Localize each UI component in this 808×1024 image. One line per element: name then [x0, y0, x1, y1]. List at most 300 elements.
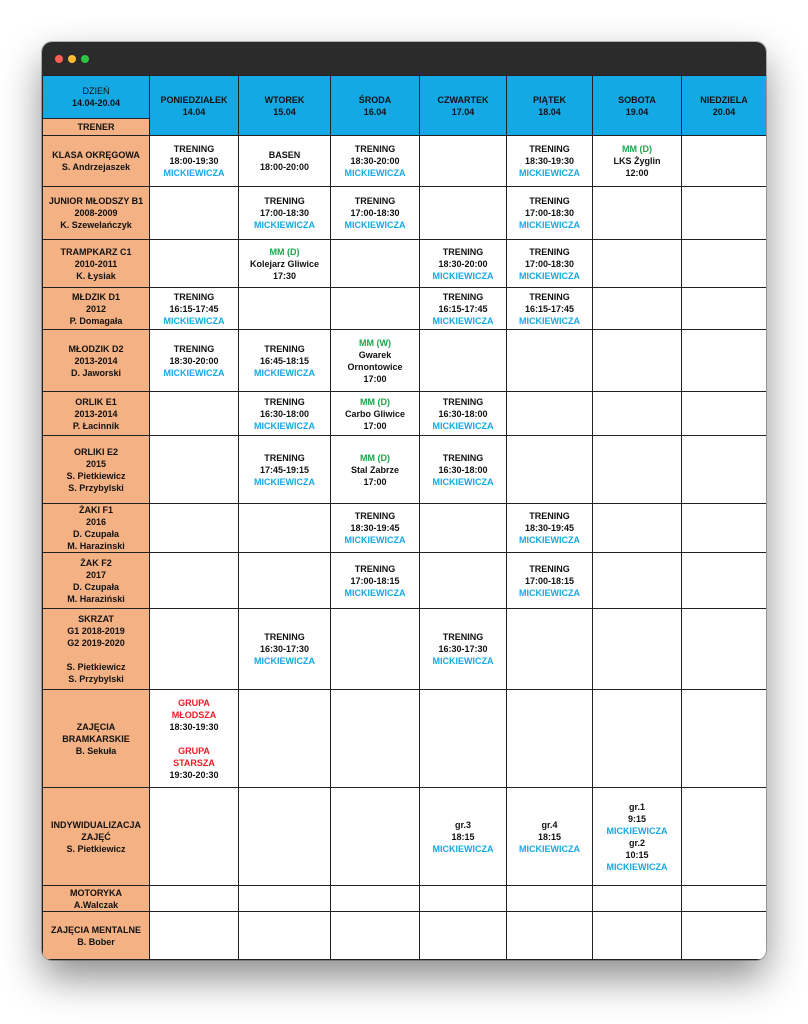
group-line: 2016	[85, 517, 107, 527]
group-cell	[43, 788, 150, 886]
group-line: ORLIKI E2	[73, 446, 118, 457]
slot-line: 18:15	[537, 831, 562, 842]
slot-line: 18:30-19:45	[524, 523, 575, 533]
slot-cell-mon	[150, 690, 239, 788]
schedule-row	[43, 609, 767, 690]
slot-cell-mon	[150, 330, 239, 392]
close-window-button[interactable]	[55, 55, 63, 63]
slot-line: 17:00	[363, 420, 387, 431]
day-header-wed	[331, 76, 420, 136]
slot-line: TRENING	[264, 196, 305, 206]
schedule-row	[43, 392, 767, 436]
match-label: MM (D)	[360, 396, 390, 407]
venue-label: MICKIEWICZA	[254, 220, 315, 230]
group-cell	[43, 553, 150, 609]
venue-label: MICKIEWICZA	[519, 168, 580, 178]
match-label: MM (D)	[269, 246, 300, 257]
day-header-thu	[420, 76, 507, 136]
slot-cell-fri	[507, 912, 593, 960]
slot-line: 10:15	[625, 849, 649, 860]
day-label: DZIEŃ	[82, 86, 110, 96]
group-cell	[43, 886, 150, 912]
slot-cell-sat	[593, 553, 682, 609]
group-line: P. Łacinnik	[72, 420, 120, 431]
group-cell	[43, 288, 150, 330]
group-line: MŁODZIK D2	[68, 343, 124, 354]
venue-label: MICKIEWICZA	[432, 270, 494, 281]
day-name: SOBOTA	[618, 94, 656, 105]
slot-line: 17:00-18:15	[350, 575, 400, 586]
group-cell	[43, 136, 150, 187]
slot-cell-sun	[682, 288, 767, 330]
day-header-sun	[682, 76, 767, 136]
venue-label: MICKIEWICZA	[519, 535, 580, 545]
group-line: ŻAK F2	[80, 557, 112, 568]
group-line: B. Sekuła	[75, 745, 117, 756]
slot-line: GRUPA	[178, 697, 210, 708]
day-name: PONIEDZIAŁEK	[160, 94, 228, 105]
slot-cell-wed	[331, 690, 420, 788]
slot-line: gr.3	[454, 819, 471, 830]
slot-line: 17:00-18:30	[524, 258, 575, 269]
slot-line: 18:30-19:30	[524, 156, 575, 166]
slot-cell-tue	[239, 436, 331, 504]
slot-cell-tue	[239, 392, 331, 436]
slot-line: 16:30-18:00	[438, 408, 488, 419]
group-line: S. Przybylski	[68, 482, 124, 493]
slot-cell-sat	[593, 436, 682, 504]
schedule-row	[43, 886, 767, 912]
slot-line: 12:00	[625, 168, 649, 178]
slot-line: 18:30-20:00	[350, 156, 400, 166]
group-line: JUNIOR MŁODSZY B1	[48, 196, 144, 206]
group-line: D. Czupała	[72, 529, 119, 539]
slot-line: TRENING	[529, 246, 570, 257]
slot-line: TRENING	[442, 452, 484, 463]
day-header-sat	[593, 76, 682, 136]
schedule-body	[43, 136, 767, 960]
slot-cell-sun	[682, 553, 767, 609]
group-line: ZAJĘĆ	[81, 831, 111, 842]
slot-cell-sun	[682, 690, 767, 788]
venue-label: MICKIEWICZA	[519, 220, 580, 230]
group-line: D. Jaworski	[70, 367, 122, 378]
slot-line: Kolejarz Gliwice	[249, 258, 320, 269]
slot-cell-tue	[239, 136, 331, 187]
group-line: G2 2019-2020	[67, 638, 125, 648]
slot-cell-sat	[593, 187, 682, 240]
slot-cell-tue	[239, 788, 331, 886]
slot-cell-wed	[331, 609, 420, 690]
slot-cell-sat	[593, 288, 682, 330]
group-cell	[43, 392, 150, 436]
slot-cell-wed	[331, 240, 420, 288]
slot-line: 16:15-17:45	[438, 303, 488, 314]
group-cell	[43, 912, 150, 960]
slot-cell-sat	[593, 886, 682, 912]
slot-cell-sat	[593, 912, 682, 960]
group-line: M. Harazinski	[67, 541, 125, 551]
slot-line: STARSZA	[173, 757, 215, 768]
slot-line: TRENING	[264, 396, 305, 407]
venue-label: MICKIEWICZA	[432, 315, 494, 326]
slot-line: Ornontowice	[347, 361, 403, 372]
group-cell	[43, 330, 150, 392]
slot-cell-thu	[420, 553, 507, 609]
slot-cell-wed	[331, 912, 420, 960]
slot-line: LKS Żyglin	[613, 156, 661, 166]
slot-line: gr.1	[628, 801, 645, 812]
slot-cell-mon	[150, 553, 239, 609]
slot-line: 18:30-20:00	[169, 355, 219, 366]
slot-line: 17:00	[363, 373, 387, 384]
slot-line: 16:15-17:45	[524, 303, 575, 314]
schedule-row	[43, 504, 767, 553]
group-line: ORLIK E1	[75, 396, 117, 407]
venue-label: MICKIEWICZA	[344, 220, 406, 230]
slot-line: 16:45-18:15	[259, 355, 310, 366]
slot-line: TRENING	[529, 291, 570, 302]
venue-label: MICKIEWICZA	[519, 315, 580, 326]
slot-cell-sat	[593, 504, 682, 553]
slot-cell-wed	[331, 187, 420, 240]
slot-cell-sat	[593, 690, 682, 788]
slot-cell-fri	[507, 609, 593, 690]
slot-cell-sun	[682, 609, 767, 690]
group-line: D. Czupała	[72, 581, 119, 592]
slot-cell-thu	[420, 136, 507, 187]
day-name: NIEDZIELA	[700, 94, 748, 105]
slot-cell-wed	[331, 553, 420, 609]
slot-cell-mon	[150, 504, 239, 553]
group-cell	[43, 690, 150, 788]
slot-cell-thu	[420, 690, 507, 788]
slot-line: 18:00-19:30	[169, 156, 219, 166]
slot-cell-sat	[593, 788, 682, 886]
schedule-row	[43, 788, 767, 886]
slot-line: TRENING	[442, 291, 484, 302]
venue-label: MICKIEWICZA	[432, 843, 494, 854]
group-line: S. Pietkiewicz	[66, 662, 126, 672]
slot-line: gr.4	[541, 819, 558, 830]
schedule-row	[43, 330, 767, 392]
slot-cell-wed	[331, 886, 420, 912]
match-label: MM (D)	[622, 144, 652, 154]
group-cell	[43, 187, 150, 240]
slot-cell-sun	[682, 187, 767, 240]
group-line	[43, 649, 149, 661]
group-line: G1 2018-2019	[67, 626, 125, 636]
slot-line: 18:15	[451, 831, 475, 842]
slot-cell-sun	[682, 886, 767, 912]
slot-cell-tue	[239, 886, 331, 912]
slot-cell-sun	[682, 912, 767, 960]
slot-cell-thu	[420, 788, 507, 886]
group-line: S. Andrzejaszek	[61, 162, 131, 172]
slot-line: TRENING	[442, 246, 484, 257]
trener-header: TRENER	[43, 119, 150, 136]
schedule-row	[43, 136, 767, 187]
group-cell	[43, 609, 150, 690]
slot-cell-thu	[420, 504, 507, 553]
slot-line	[150, 733, 238, 745]
slot-line: 17:00-18:30	[259, 208, 310, 218]
slot-line: 16:30-18:00	[438, 464, 488, 475]
slot-line: 16:30-18:00	[259, 408, 310, 419]
slot-line: Stal Zabrze	[350, 464, 399, 475]
slot-line: TRENING	[264, 452, 305, 463]
slot-cell-wed	[331, 504, 420, 553]
group-line: ŻAKI F1	[78, 505, 113, 515]
slot-cell-thu	[420, 886, 507, 912]
slot-cell-wed	[331, 788, 420, 886]
schedule-row	[43, 912, 767, 960]
day-date: 15.04	[273, 106, 296, 117]
group-line: MOTORYKA	[69, 887, 122, 898]
venue-label: MICKIEWICZA	[519, 587, 580, 598]
group-line: ZAJĘCIA	[76, 721, 116, 732]
venue-label: MICKIEWICZA	[519, 270, 580, 281]
slot-cell-sat	[593, 392, 682, 436]
group-line: S. Pietkiewicz	[66, 843, 126, 854]
slot-cell-thu	[420, 187, 507, 240]
group-line: KLASA OKRĘGOWA	[52, 150, 140, 160]
slot-cell-tue	[239, 240, 331, 288]
group-line: K. Szewelańczyk	[60, 220, 132, 230]
slot-cell-wed	[331, 392, 420, 436]
slot-cell-sat	[593, 240, 682, 288]
group-line: 2013-2014	[74, 408, 118, 419]
group-line: M. Haraziński	[67, 593, 125, 604]
day-header-tue	[239, 76, 331, 136]
slot-cell-fri	[507, 553, 593, 609]
slot-line: Gwarek	[358, 349, 392, 360]
slot-cell-tue	[239, 609, 331, 690]
venue-label: MICKIEWICZA	[606, 825, 668, 836]
group-line: K. Łysiak	[76, 270, 116, 281]
header-row	[43, 76, 767, 119]
schedule-table	[42, 75, 766, 960]
group-line: 2012	[85, 303, 107, 314]
slot-line: TRENING	[354, 196, 396, 206]
match-label: MM (D)	[360, 452, 390, 463]
slot-cell-sat	[593, 609, 682, 690]
group-line: ZAJĘCIA MENTALNE	[51, 924, 141, 935]
slot-line: TRENING	[264, 343, 305, 354]
venue-label: MICKIEWICZA	[432, 420, 494, 431]
day-name: CZWARTEK	[437, 94, 489, 105]
slot-cell-fri	[507, 392, 593, 436]
venue-label: MICKIEWICZA	[163, 315, 225, 326]
slot-cell-thu	[420, 436, 507, 504]
day-header-fri	[507, 76, 593, 136]
day-date: 16.04	[363, 106, 387, 117]
slot-cell-mon	[150, 187, 239, 240]
slot-line: TRENING	[173, 144, 215, 154]
slot-cell-tue	[239, 187, 331, 240]
app-window	[42, 42, 766, 960]
venue-label: MICKIEWICZA	[163, 367, 225, 378]
slot-cell-sat	[593, 330, 682, 392]
slot-cell-thu	[420, 609, 507, 690]
day-date: 20.04	[712, 106, 736, 117]
week-range-cell	[43, 76, 150, 119]
group-line: BRAMKARSKIE	[62, 733, 130, 744]
slot-line: 17:30	[272, 270, 297, 281]
slot-line: BASEN	[268, 150, 301, 160]
match-label: MM (W)	[359, 337, 391, 348]
slot-cell-mon	[150, 886, 239, 912]
slot-cell-sun	[682, 436, 767, 504]
slot-cell-wed	[331, 288, 420, 330]
slot-line: TRENING	[529, 511, 570, 521]
slot-cell-sun	[682, 392, 767, 436]
slot-cell-wed	[331, 136, 420, 187]
venue-label: MICKIEWICZA	[254, 420, 315, 431]
slot-cell-thu	[420, 330, 507, 392]
group-line: 2015	[85, 458, 107, 469]
group-cell	[43, 436, 150, 504]
slot-line: 16:30-17:30	[438, 644, 488, 654]
day-header-mon	[150, 76, 239, 136]
slot-cell-thu	[420, 392, 507, 436]
slot-cell-fri	[507, 690, 593, 788]
maximize-window-button[interactable]	[81, 55, 89, 63]
slot-line: 17:00	[363, 476, 387, 487]
group-cell	[43, 240, 150, 288]
day-date: 18.04	[538, 106, 561, 117]
group-line: 2010-2011	[74, 258, 118, 269]
slot-cell-fri	[507, 504, 593, 553]
slot-cell-tue	[239, 690, 331, 788]
slot-cell-sun	[682, 240, 767, 288]
slot-line: 17:00-18:15	[524, 575, 575, 586]
slot-line: 17:00-18:30	[350, 208, 400, 218]
slot-cell-mon	[150, 288, 239, 330]
slot-cell-mon	[150, 136, 239, 187]
title-bar	[42, 42, 766, 75]
slot-line: GRUPA	[178, 745, 210, 756]
schedule-row	[43, 288, 767, 330]
day-name: ŚRODA	[358, 94, 392, 105]
slot-cell-tue	[239, 504, 331, 553]
day-date: 19.04	[625, 106, 649, 117]
group-line: TRAMPKARZ C1	[60, 246, 132, 257]
slot-line: TRENING	[442, 396, 484, 407]
slot-cell-fri	[507, 788, 593, 886]
venue-label: MICKIEWICZA	[254, 367, 315, 378]
slot-cell-fri	[507, 136, 593, 187]
venue-label: MICKIEWICZA	[344, 587, 406, 598]
slot-line: 18:30-20:00	[438, 258, 488, 269]
slot-cell-fri	[507, 240, 593, 288]
slot-cell-tue	[239, 912, 331, 960]
schedule-row	[43, 436, 767, 504]
slot-cell-fri	[507, 330, 593, 392]
minimize-window-button[interactable]	[68, 55, 76, 63]
slot-line: TRENING	[529, 144, 570, 154]
group-line: 2008-2009	[74, 208, 118, 218]
venue-label: MICKIEWICZA	[163, 168, 225, 178]
slot-line: TRENING	[354, 563, 396, 574]
venue-label: MICKIEWICZA	[519, 843, 580, 854]
venue-label: MICKIEWICZA	[344, 535, 406, 545]
group-line: INDYWIDUALIZACJA	[51, 819, 141, 830]
slot-cell-tue	[239, 553, 331, 609]
slot-cell-thu	[420, 912, 507, 960]
schedule-row	[43, 187, 767, 240]
slot-cell-tue	[239, 288, 331, 330]
slot-cell-mon	[150, 392, 239, 436]
venue-label: MICKIEWICZA	[344, 168, 406, 178]
group-line: 2017	[85, 569, 107, 580]
venue-label: MICKIEWICZA	[254, 656, 315, 666]
slot-cell-mon	[150, 240, 239, 288]
slot-line: 17:45-19:15	[259, 464, 310, 475]
week-range: 14.04-20.04	[71, 98, 121, 108]
slot-cell-thu	[420, 240, 507, 288]
group-line: A.Walczak	[73, 899, 119, 910]
slot-cell-sun	[682, 504, 767, 553]
slot-line: TRENING	[354, 144, 396, 154]
schedule-row	[43, 240, 767, 288]
slot-cell-wed	[331, 436, 420, 504]
slot-cell-mon	[150, 788, 239, 886]
slot-cell-wed	[331, 330, 420, 392]
slot-line: gr.2	[628, 837, 645, 848]
slot-cell-mon	[150, 609, 239, 690]
slot-line: TRENING	[173, 291, 215, 302]
slot-cell-mon	[150, 912, 239, 960]
slot-cell-sun	[682, 788, 767, 886]
slot-cell-sat	[593, 136, 682, 187]
day-date: 17.04	[451, 106, 475, 117]
slot-line: 16:15-17:45	[169, 303, 219, 314]
slot-line: TRENING	[442, 632, 484, 642]
slot-cell-fri	[507, 288, 593, 330]
slot-cell-sun	[682, 136, 767, 187]
slot-line: MŁODSZA	[171, 709, 217, 720]
slot-line: 19:30-20:30	[169, 769, 219, 780]
group-line: 2013-2014	[74, 355, 118, 366]
slot-line: TRENING	[529, 196, 570, 206]
day-date: 14.04	[182, 106, 206, 117]
schedule-row	[43, 690, 767, 788]
slot-line: TRENING	[173, 343, 215, 354]
group-line: SKRZAT	[78, 614, 114, 624]
day-name: WTOREK	[264, 94, 305, 105]
day-name: PIĄTEK	[532, 94, 566, 105]
slot-line: TRENING	[354, 511, 396, 521]
venue-label: MICKIEWICZA	[254, 476, 315, 487]
slot-line: 18:30-19:30	[169, 721, 219, 732]
slot-cell-thu	[420, 288, 507, 330]
slot-line: 18:30-19:45	[350, 523, 400, 533]
slot-line: TRENING	[264, 632, 305, 642]
schedule-row	[43, 553, 767, 609]
slot-line: TRENING	[529, 563, 570, 574]
slot-line: 16:30-17:30	[259, 644, 310, 654]
slot-cell-mon	[150, 436, 239, 504]
slot-cell-fri	[507, 886, 593, 912]
slot-cell-sun	[682, 330, 767, 392]
group-line: S. Pietkiewicz	[66, 470, 126, 481]
venue-label: MICKIEWICZA	[432, 656, 494, 666]
venue-label: MICKIEWICZA	[606, 861, 668, 872]
group-line: MŁDZIK D1	[72, 291, 120, 302]
group-line: P. Domagała	[69, 315, 123, 326]
slot-cell-tue	[239, 330, 331, 392]
